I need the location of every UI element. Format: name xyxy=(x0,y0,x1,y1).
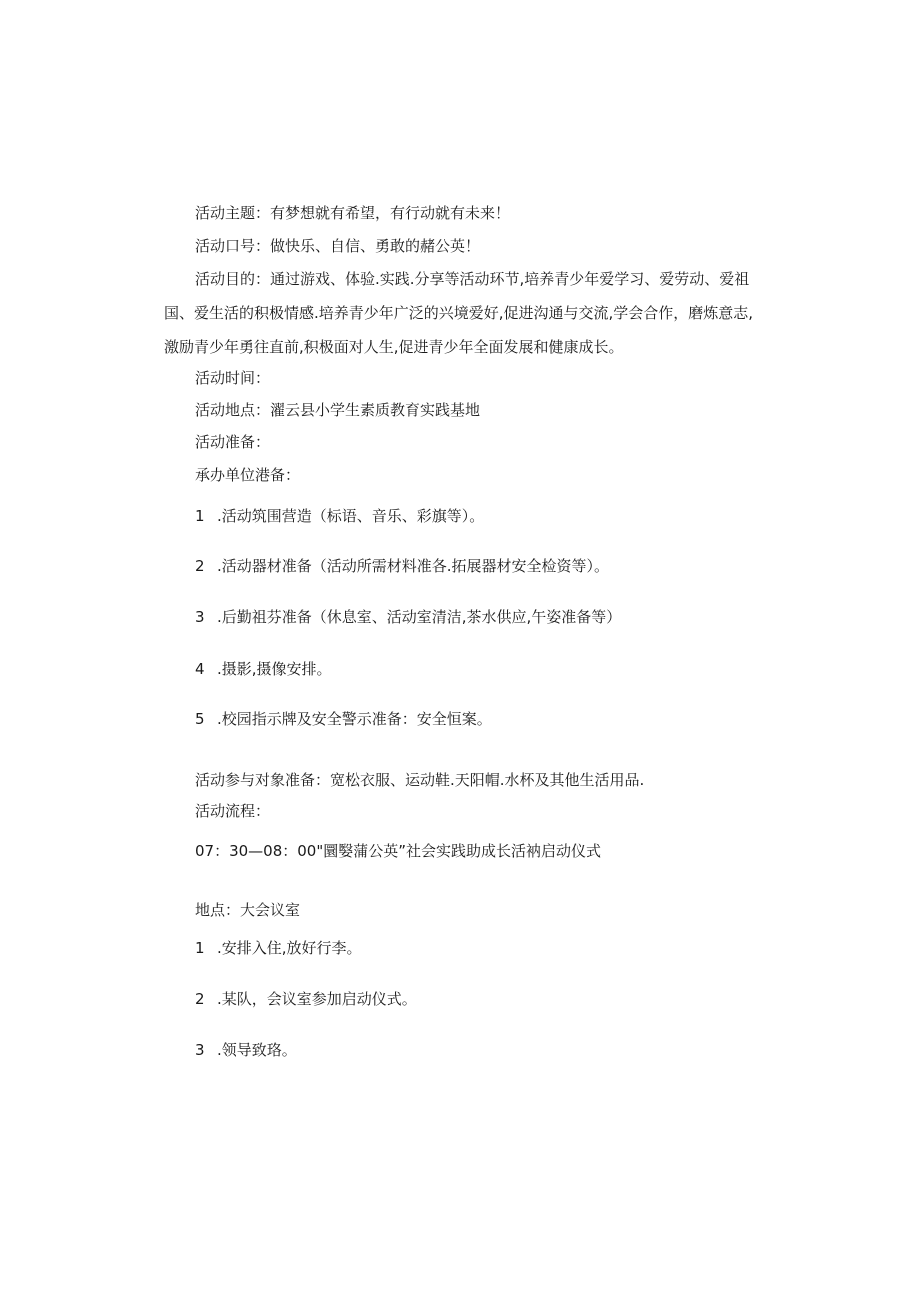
list-item-number: 3 xyxy=(195,1041,205,1059)
session-place: 地点：大会议室 xyxy=(195,901,301,919)
list-item xyxy=(195,607,621,627)
activity-theme: 活动主题：有梦想就有希望，有行动就有未来！ xyxy=(195,204,511,222)
list-item-text: .后勤祖芬准备（休息室、活动室清洁,茶水供应,午姿准备等） xyxy=(217,608,622,626)
list-item xyxy=(195,506,484,526)
list-item-number: 2 xyxy=(195,557,205,575)
list-item xyxy=(195,659,332,679)
activity-flow-heading: 活动流程： xyxy=(195,802,271,820)
list-item-text: .活动器材准备（活动所需材料准各.拓展器材安全检资等）。 xyxy=(217,557,610,575)
list-item-text: .摄影,摄像安排。 xyxy=(217,660,332,678)
host-prep-heading: 承办单位港备： xyxy=(195,466,301,484)
session-title: 07：30—08：00"圜嫛蒲公英”社会实践助成长活衲启动仪式 xyxy=(195,842,602,860)
list-item-text: .某队，会议室参加启动仪式。 xyxy=(217,990,417,1008)
list-item-number: 5 xyxy=(195,710,205,728)
activity-slogan: 活动口号：做快乐、自信、勇敢的赭公英！ xyxy=(195,237,481,255)
list-item-number: 4 xyxy=(195,660,205,678)
list-item-text: .活动筑围营造（标语、音乐、彩旗等）。 xyxy=(217,507,485,525)
list-item-text: .安排入住,放好行李。 xyxy=(217,939,362,957)
list-item-text: .校园指示牌及安全警示准备：安全恒案。 xyxy=(217,710,492,728)
activity-time: 活动时间： xyxy=(195,369,271,387)
list-item-number: 1 xyxy=(195,507,205,525)
list-item-number: 1 xyxy=(195,939,205,957)
list-item xyxy=(195,709,492,729)
list-item xyxy=(195,989,417,1009)
list-item xyxy=(195,556,609,576)
list-item-number: 3 xyxy=(195,608,205,626)
activity-place: 活动地点：濯云县小学生素质教育实践基地 xyxy=(195,401,481,419)
activity-purpose: 活动目的：通过游戏、体验.实践.分享等活动环节,培养青少年爱学习、爱劳动、爱祖国、爱生活的积极情感.培养青少年广泛的兴境爱好,促进沟通与交流,学会合作，磨炼意志,激励青少年勇往直前,积极面对人生,促进青少年全面发展和健康成长。 xyxy=(164,270,754,356)
activity-prep-heading: 活动准备： xyxy=(195,433,271,451)
list-item xyxy=(195,938,362,958)
list-item xyxy=(195,1040,297,1060)
participant-prep: 活动参与对象准备：宽松衣服、运动鞋.天阳帽.水杯及其他生活用品. xyxy=(195,771,645,789)
list-item-number: 2 xyxy=(195,990,205,1008)
list-item-text: .领导致珞。 xyxy=(217,1041,297,1059)
